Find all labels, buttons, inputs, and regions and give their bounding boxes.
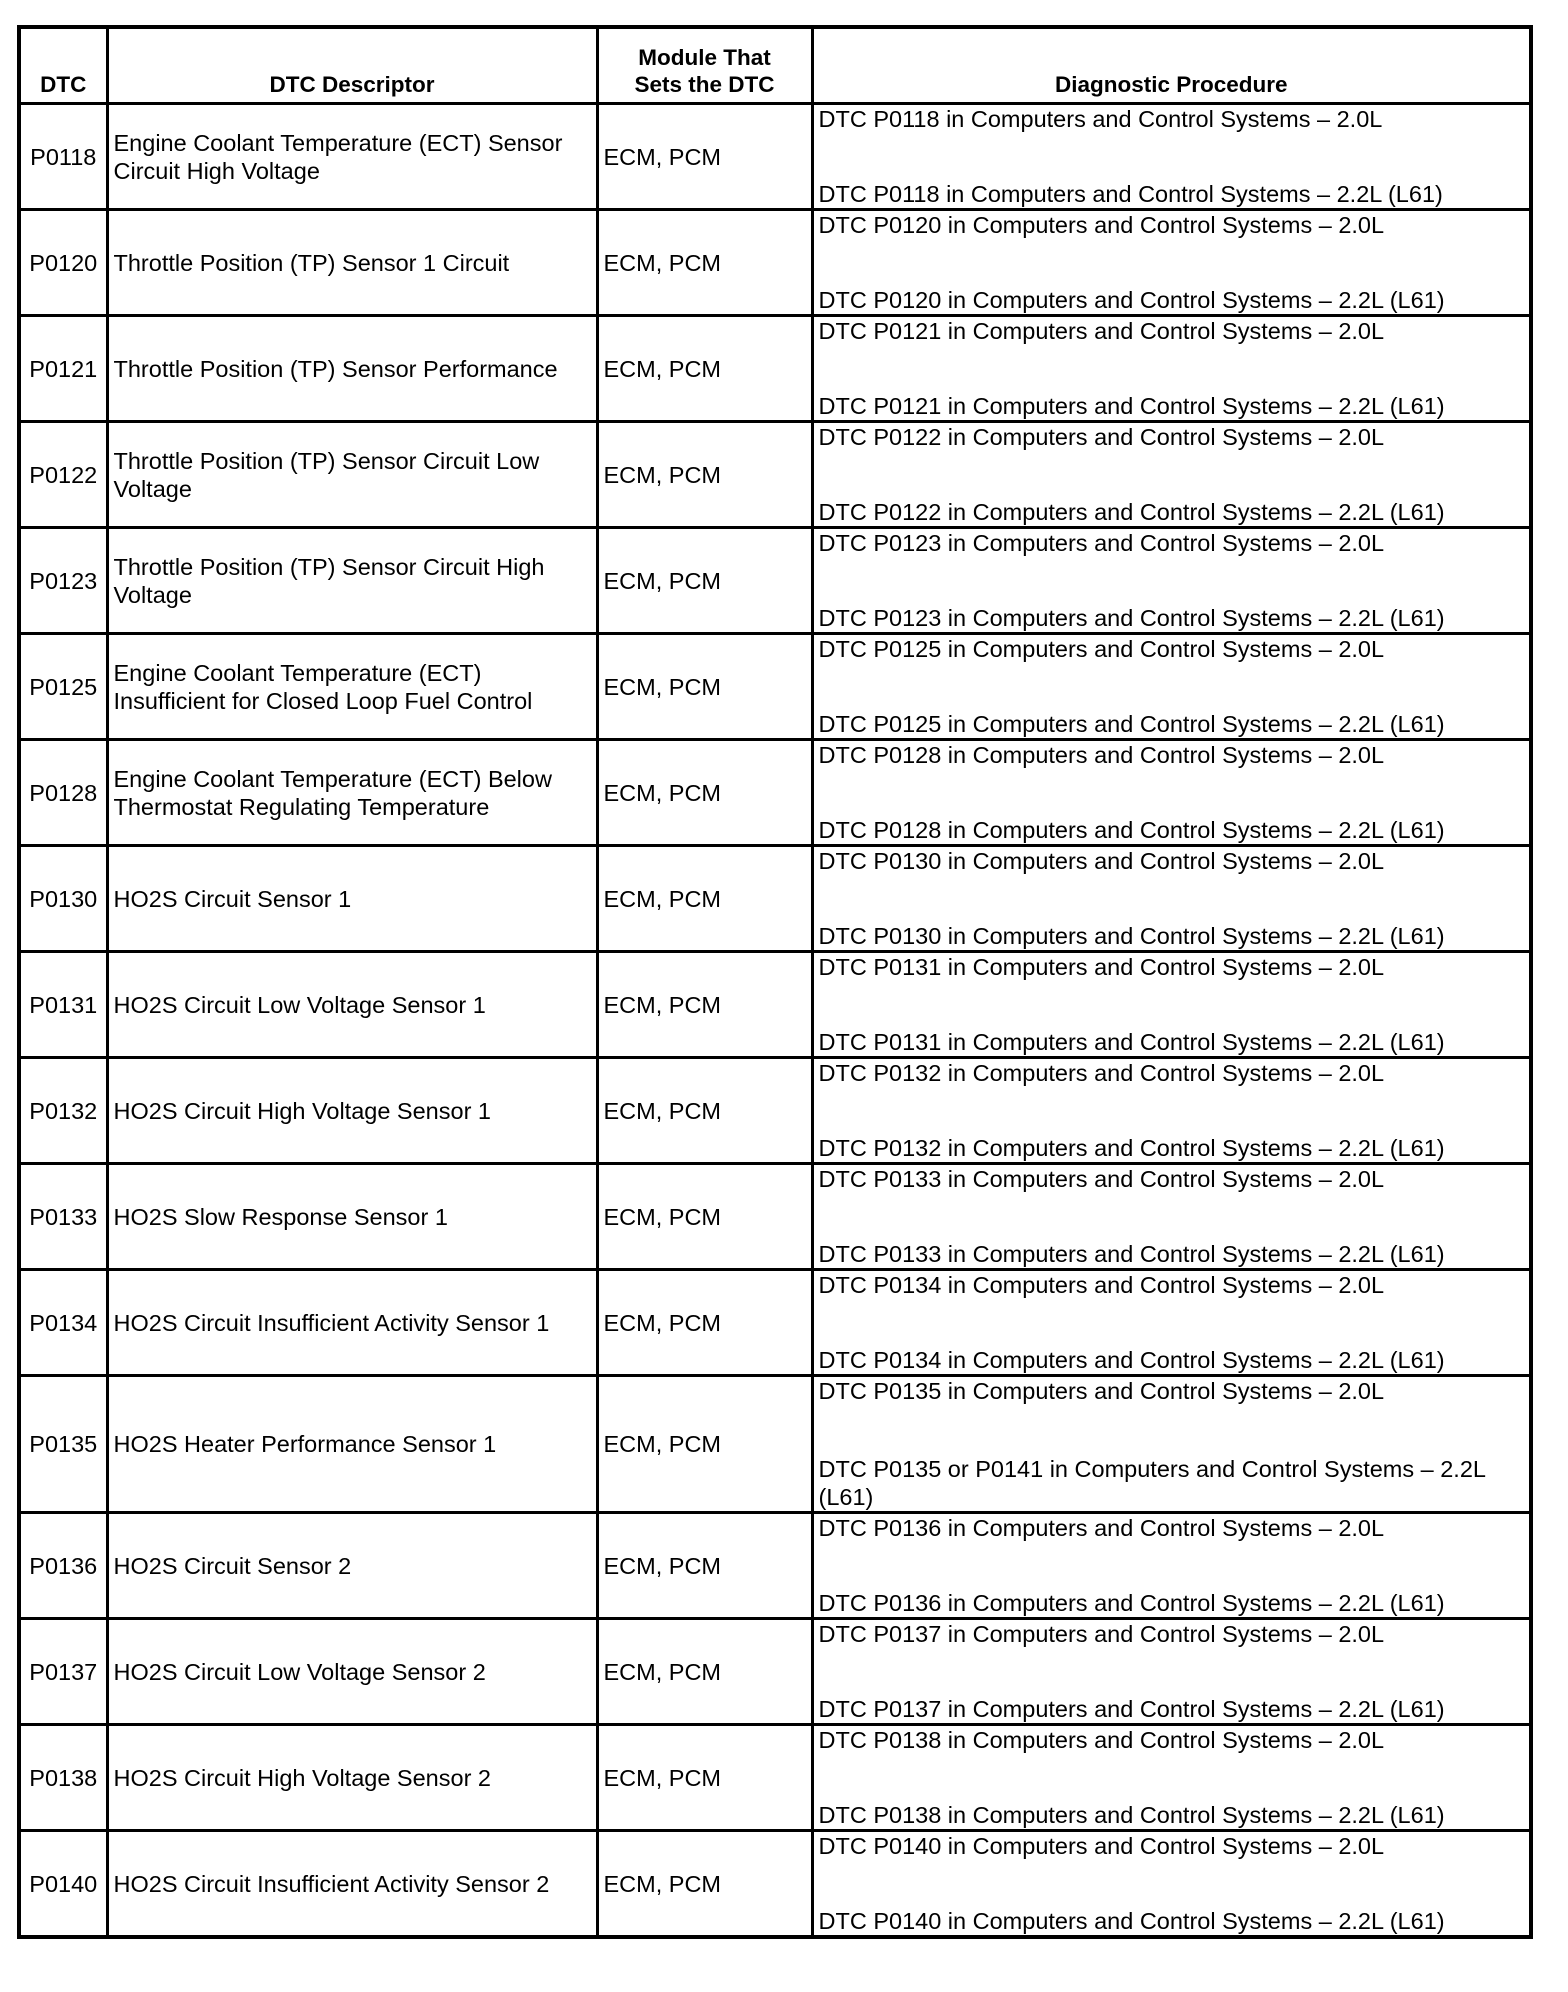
dtc-descriptor-cell: Throttle Position (TP) Sensor Circuit High Voltage [107, 528, 597, 634]
diagnostic-procedure-cell [812, 952, 1531, 1058]
procedure-2-0l[interactable]: DTC P0121 in Computers and Control Systems – 2.0L [818, 318, 1385, 344]
module-cell: ECM, PCM [597, 104, 812, 210]
table-row [19, 210, 1531, 316]
diagnostic-procedure-cell [812, 846, 1531, 952]
dtc-code-cell: P0121 [19, 316, 107, 422]
table-row [19, 1831, 1531, 1938]
procedure-links [819, 847, 1522, 950]
table-row [19, 1619, 1531, 1725]
module-cell: ECM, PCM [597, 1831, 812, 1938]
dtc-code-cell: P0134 [19, 1270, 107, 1376]
dtc-descriptor-cell: Throttle Position (TP) Sensor Circuit Low Voltage [107, 422, 597, 528]
procedure-links [819, 529, 1522, 632]
procedure-2-0l[interactable]: DTC P0138 in Computers and Control Systems – 2.0L [818, 1727, 1385, 1753]
dtc-code-cell: P0140 [19, 1831, 107, 1938]
header-dtc: DTC [19, 27, 107, 104]
table-row [19, 1270, 1531, 1376]
dtc-code-cell: P0120 [19, 210, 107, 316]
procedure-2-0l[interactable]: DTC P0130 in Computers and Control Systems – 2.0L [818, 848, 1385, 874]
diagnostic-procedure-cell [812, 104, 1531, 210]
procedure-2-0l[interactable]: DTC P0132 in Computers and Control Systems – 2.0L [818, 1060, 1385, 1086]
procedure-2-0l[interactable]: DTC P0135 in Computers and Control Systems – 2.0L [818, 1378, 1385, 1404]
dtc-descriptor-cell: Throttle Position (TP) Sensor Performance [107, 316, 597, 422]
dtc-code-cell: P0131 [19, 952, 107, 1058]
procedure-2-2l[interactable]: DTC P0132 in Computers and Control Systems – 2.2L (L61) [818, 1135, 1445, 1161]
module-cell: ECM, PCM [597, 1725, 812, 1831]
table-row [19, 634, 1531, 740]
procedure-links [819, 1377, 1522, 1511]
table-header [19, 27, 1531, 104]
dtc-descriptor-cell: HO2S Circuit Insufficient Activity Sensor 1 [107, 1270, 597, 1376]
procedure-links [819, 105, 1522, 208]
diagnostic-procedure-cell [812, 528, 1531, 634]
table-row [19, 104, 1531, 210]
module-cell: ECM, PCM [597, 1270, 812, 1376]
procedure-2-2l[interactable]: DTC P0136 in Computers and Control Systems – 2.2L (L61) [818, 1590, 1445, 1616]
header-row [19, 27, 1531, 104]
procedure-2-2l[interactable]: DTC P0118 in Computers and Control Systems – 2.2L (L61) [818, 181, 1443, 207]
table-row [19, 1164, 1531, 1270]
dtc-descriptor-cell: HO2S Circuit Sensor 1 [107, 846, 597, 952]
procedure-2-0l[interactable]: DTC P0134 in Computers and Control Systems – 2.0L [818, 1272, 1385, 1298]
module-cell: ECM, PCM [597, 1058, 812, 1164]
dtc-descriptor-cell: HO2S Circuit High Voltage Sensor 2 [107, 1725, 597, 1831]
module-cell: ECM, PCM [597, 1619, 812, 1725]
dtc-code-cell: P0118 [19, 104, 107, 210]
module-cell: ECM, PCM [597, 316, 812, 422]
module-cell: ECM, PCM [597, 1164, 812, 1270]
procedure-2-0l[interactable]: DTC P0140 in Computers and Control Systems – 2.0L [818, 1833, 1385, 1859]
procedure-2-0l[interactable]: DTC P0123 in Computers and Control Systems – 2.0L [818, 530, 1385, 556]
table-row [19, 316, 1531, 422]
procedure-2-2l[interactable]: DTC P0130 in Computers and Control Systems – 2.2L (L61) [818, 923, 1445, 949]
dtc-code-cell: P0128 [19, 740, 107, 846]
procedure-2-0l[interactable]: DTC P0133 in Computers and Control Systems – 2.0L [818, 1166, 1385, 1192]
dtc-descriptor-cell: Throttle Position (TP) Sensor 1 Circuit [107, 210, 597, 316]
procedure-links [819, 953, 1522, 1056]
diagnostic-procedure-cell [812, 1831, 1531, 1938]
procedure-links [819, 211, 1522, 314]
diagnostic-procedure-cell [812, 1164, 1531, 1270]
procedure-links [819, 1726, 1522, 1829]
procedure-2-2l[interactable]: DTC P0137 in Computers and Control Systems – 2.2L (L61) [818, 1696, 1445, 1722]
procedure-links [819, 317, 1522, 420]
procedure-2-2l[interactable]: DTC P0131 in Computers and Control Systems – 2.2L (L61) [818, 1029, 1445, 1055]
dtc-descriptor-cell: HO2S Slow Response Sensor 1 [107, 1164, 597, 1270]
table-row [19, 422, 1531, 528]
dtc-descriptor-cell: HO2S Heater Performance Sensor 1 [107, 1376, 597, 1513]
procedure-2-2l[interactable]: DTC P0140 in Computers and Control Systems – 2.2L (L61) [818, 1908, 1445, 1934]
table-row [19, 1058, 1531, 1164]
procedure-links [819, 1514, 1522, 1617]
header-module: Module That Sets the DTC [597, 27, 812, 104]
dtc-descriptor-cell: Engine Coolant Temperature (ECT) Below Thermostat Regulating Temperature [107, 740, 597, 846]
dtc-descriptor-cell: HO2S Circuit Low Voltage Sensor 1 [107, 952, 597, 1058]
diagnostic-procedure-cell [812, 634, 1531, 740]
procedure-2-0l[interactable]: DTC P0120 in Computers and Control Systems – 2.0L [818, 212, 1385, 238]
module-cell: ECM, PCM [597, 952, 812, 1058]
procedure-2-2l[interactable]: DTC P0128 in Computers and Control Systems – 2.2L (L61) [818, 817, 1445, 843]
table-row [19, 740, 1531, 846]
procedure-2-2l[interactable]: DTC P0125 in Computers and Control Systems – 2.2L (L61) [818, 711, 1445, 737]
table-body [19, 104, 1531, 1938]
dtc-code-cell: P0122 [19, 422, 107, 528]
table-row [19, 952, 1531, 1058]
procedure-links [819, 1271, 1522, 1374]
dtc-code-cell: P0133 [19, 1164, 107, 1270]
diagnostic-procedure-cell [812, 1376, 1531, 1513]
procedure-2-2l[interactable]: DTC P0123 in Computers and Control Systems – 2.2L (L61) [818, 605, 1445, 631]
diagnostic-procedure-cell [812, 1513, 1531, 1619]
table-row [19, 528, 1531, 634]
procedure-2-2l[interactable]: DTC P0121 in Computers and Control Systems – 2.2L (L61) [818, 393, 1445, 419]
dtc-descriptor-cell: HO2S Circuit Insufficient Activity Sensor 2 [107, 1831, 597, 1938]
dtc-code-cell: P0137 [19, 1619, 107, 1725]
procedure-links [819, 1620, 1522, 1723]
procedure-links [819, 1059, 1522, 1162]
table-row [19, 846, 1531, 952]
dtc-descriptor-cell: HO2S Circuit Sensor 2 [107, 1513, 597, 1619]
procedure-2-0l[interactable]: DTC P0137 in Computers and Control Systems – 2.0L [818, 1621, 1385, 1647]
procedure-2-0l[interactable]: DTC P0118 in Computers and Control Systems – 2.0L [818, 106, 1383, 132]
procedure-2-0l[interactable]: DTC P0128 in Computers and Control Systems – 2.0L [818, 742, 1385, 768]
dtc-descriptor-cell: HO2S Circuit High Voltage Sensor 1 [107, 1058, 597, 1164]
diagnostic-procedure-cell [812, 1270, 1531, 1376]
procedure-2-2l[interactable]: DTC P0135 or P0141 in Computers and Control Systems – 2.2L (L61) [818, 1456, 1486, 1510]
dtc-descriptor-cell: Engine Coolant Temperature (ECT) Sensor Circuit High Voltage [107, 104, 597, 210]
procedure-2-0l[interactable]: DTC P0125 in Computers and Control Systems – 2.0L [818, 636, 1385, 662]
module-cell: ECM, PCM [597, 528, 812, 634]
procedure-links [819, 1832, 1522, 1935]
diagnostic-procedure-cell [812, 210, 1531, 316]
diagnostic-procedure-cell [812, 1725, 1531, 1831]
procedure-2-0l[interactable]: DTC P0122 in Computers and Control Systems – 2.0L [818, 424, 1385, 450]
module-cell: ECM, PCM [597, 1376, 812, 1513]
dtc-code-cell: P0138 [19, 1725, 107, 1831]
module-cell: ECM, PCM [597, 422, 812, 528]
dtc-table [17, 25, 1533, 1939]
procedure-links [819, 635, 1522, 738]
procedure-2-2l[interactable]: DTC P0133 in Computers and Control Systems – 2.2L (L61) [818, 1241, 1445, 1267]
diagnostic-procedure-cell [812, 422, 1531, 528]
module-cell: ECM, PCM [597, 210, 812, 316]
diagnostic-procedure-cell [812, 316, 1531, 422]
module-cell: ECM, PCM [597, 634, 812, 740]
table-row [19, 1376, 1531, 1513]
header-descriptor: DTC Descriptor [107, 27, 597, 104]
procedure-2-2l[interactable]: DTC P0138 in Computers and Control Systems – 2.2L (L61) [818, 1802, 1445, 1828]
dtc-code-cell: P0130 [19, 846, 107, 952]
dtc-code-cell: P0135 [19, 1376, 107, 1513]
header-procedure: Diagnostic Procedure [812, 27, 1531, 104]
dtc-code-cell: P0125 [19, 634, 107, 740]
table-row [19, 1725, 1531, 1831]
procedure-2-2l[interactable]: DTC P0120 in Computers and Control Systems – 2.2L (L61) [818, 287, 1445, 313]
diagnostic-procedure-cell [812, 740, 1531, 846]
dtc-code-cell: P0132 [19, 1058, 107, 1164]
dtc-descriptor-cell: HO2S Circuit Low Voltage Sensor 2 [107, 1619, 597, 1725]
procedure-2-2l[interactable]: DTC P0134 in Computers and Control Systems – 2.2L (L61) [818, 1347, 1445, 1373]
dtc-code-cell: P0136 [19, 1513, 107, 1619]
procedure-2-0l[interactable]: DTC P0136 in Computers and Control Systems – 2.0L [818, 1515, 1385, 1541]
table-row [19, 1513, 1531, 1619]
procedure-links [819, 423, 1522, 526]
module-cell: ECM, PCM [597, 1513, 812, 1619]
dtc-code-cell: P0123 [19, 528, 107, 634]
procedure-2-2l[interactable]: DTC P0122 in Computers and Control Systems – 2.2L (L61) [818, 499, 1445, 525]
procedure-links [819, 1165, 1522, 1268]
module-cell: ECM, PCM [597, 740, 812, 846]
diagnostic-procedure-cell [812, 1619, 1531, 1725]
module-cell: ECM, PCM [597, 846, 812, 952]
procedure-2-0l[interactable]: DTC P0131 in Computers and Control Systems – 2.0L [818, 954, 1385, 980]
procedure-links [819, 741, 1522, 844]
diagnostic-procedure-cell [812, 1058, 1531, 1164]
dtc-descriptor-cell: Engine Coolant Temperature (ECT) Insufficient for Closed Loop Fuel Control [107, 634, 597, 740]
